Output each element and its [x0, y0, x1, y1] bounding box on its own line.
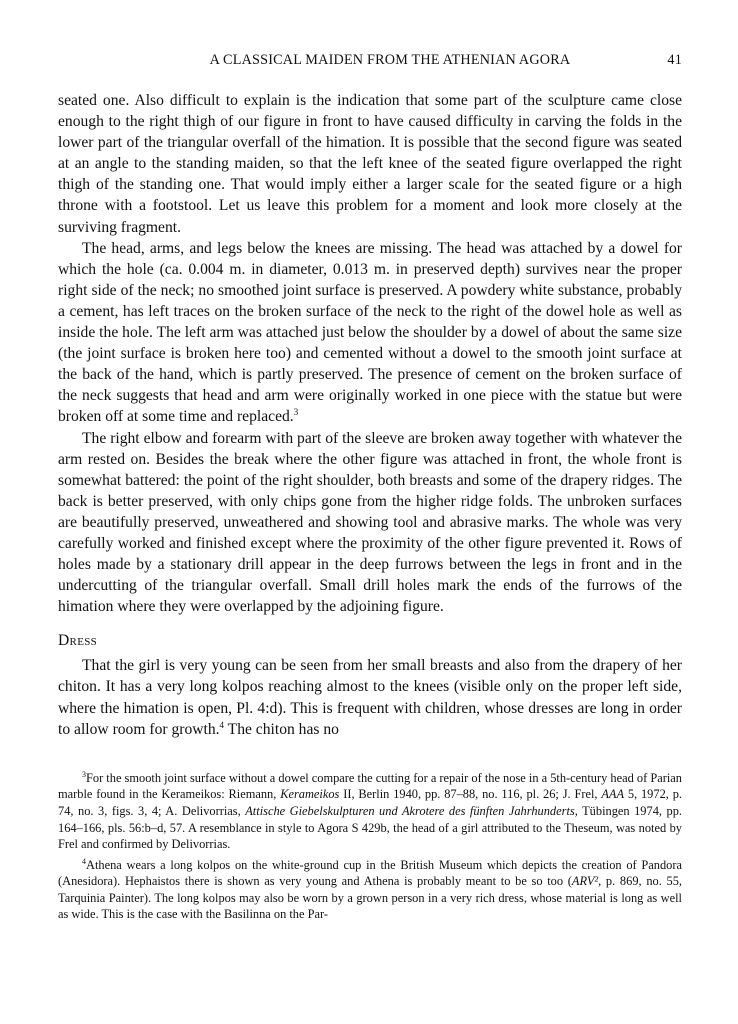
footnote-3 — [58, 770, 682, 853]
footnote-4-text-b: , p. 869, no. 55, Tarquinia Painter). The long kolpos may also be worn by a grown person in a very rich dress, whose material is long as well as wide. This is the case with the Basilinna on the Par- — [58, 874, 682, 922]
footnote-3-text-d: , Tübingen 1974, pp. 164–166, pls. 56:b–d, 57. A resemblance in style to Agora S 429b, the head of a girl attributed to the Theseum, was noted by Frel and confirmed by Delivorrias. — [58, 803, 683, 852]
footnote-4-number: 4 — [82, 856, 86, 866]
paragraph-dress-text: That the girl is very young can be seen from her small breasts and also from the drapery of her chiton. It has a very long kolpos reaching almost to the knees (visible only on the proper left side, where the himation is open, Pl. 4:d). This is frequent with children, whose dresses are long in order to allow room for growth. — [58, 657, 682, 738]
footnote-3-title-kerameikos: Kerameikos — [280, 787, 340, 802]
body-text — [58, 90, 682, 740]
footnote-3-title-giebelskulpturen: Attische Giebelskulpturen und Akrotere des fünften Jahrhunderts — [245, 803, 575, 818]
footnote-4 — [58, 857, 682, 923]
paragraph-dress-tail: The chiton has no — [224, 720, 339, 738]
running-head — [58, 52, 682, 74]
footnote-3-text-b: II, Berlin 1940, pp. 87–88, no. 116, pl. 26; J. Frel, — [339, 787, 602, 802]
paragraph-1: seated one. Also difficult to explain is the indication that some part of the sculpture came close enough to the right thigh of our figure in front to have caused difficulty in carving the folds in the lower part of the triangular overfall of the himation. It is possible that the second figure was seated at an angle to the standing maiden, so that the left knee of the seated figure overlapped the right thigh of the standing one. That would imply either a larger scale for the seated figure or a high throne with a footstool. Let us leave this problem for a moment and look more closely at the surviving fragment. — [58, 92, 682, 236]
footnote-3-text-c: 5, 1972, p. 74, no. 3, figs. 3, 4; A. Delivorrias, — [58, 787, 682, 818]
running-title: A CLASSICAL MAIDEN FROM THE ATHENIAN AGORA — [209, 52, 571, 68]
paragraph-dress — [58, 655, 682, 739]
footnote-ref-4: 4 — [219, 719, 225, 730]
footnote-3-title-aaa: AAA — [601, 787, 625, 802]
footnote-3-text-a: For the smooth joint surface without a dowel compare the cutting for a repair of the nose in a 5th-century head of Parian marble found in the Kerameikos: Riemann, — [58, 770, 682, 802]
section-heading-dress: Dress — [58, 632, 98, 650]
paragraph-3: The right elbow and forearm with part of the sleeve are broken away together with whatever the arm rested on. Besides the break where the other figure was attached in front, the whole front is somewhat battered: the point of the right shoulder, both breasts and some of the drapery ridges. The back is better preserved, with only chips gone from the higher ridge folds. The unbroken surfaces are beautifully preserved, unweathered and showing tool and abrasive marks. The whole was very carefully worked and finished except where the proximity of the other figure prevented it. Rows of holes made by a stationary drill appear in the deep furrows between the legs in front and in the undercutting of the triangular overfall. Small drill holes mark the ends of the furrows of the himation where they were overlapped by the adjoining figure. — [58, 429, 682, 616]
paragraph-2 — [58, 238, 682, 428]
footnote-ref-3: 3 — [293, 407, 299, 418]
page-number: 41 — [667, 52, 682, 68]
page — [58, 52, 682, 927]
footnote-3-number: 3 — [82, 769, 86, 779]
footnotes — [58, 770, 682, 923]
footnote-4-title-arv: ARV² — [571, 874, 599, 889]
paragraph-2-text: The head, arms, and legs below the knees are missing. The head was attached by a dowel for which the hole (ca. 0.004 m. in diameter, 0.013 m. in preserved depth) survives near the proper right side of the neck; no smoothed joint surface is preserved. A powdery white substance, probably a cement, has left traces on the broken surface of the neck to the right of the dowel hole as well as inside the hole. The left arm was attached just below the shoulder by a dowel of about the same size (the joint surface is broken here too) and cemented without a dowel to the smooth joint surface at the back of the hand, which is partly preserved. The presence of cement on the broken surface of the neck suggests that head and arm were originally worked in one piece with the statue but were broken off at some time and replaced. — [58, 239, 682, 426]
footnote-4-text-a: Athena wears a long kolpos on the white-ground cup in the British Museum which depicts the creation of Pandora (Anesidora). Hephaistos there is shown as very young and Athena is probably meant to be so too ( — [58, 857, 682, 889]
